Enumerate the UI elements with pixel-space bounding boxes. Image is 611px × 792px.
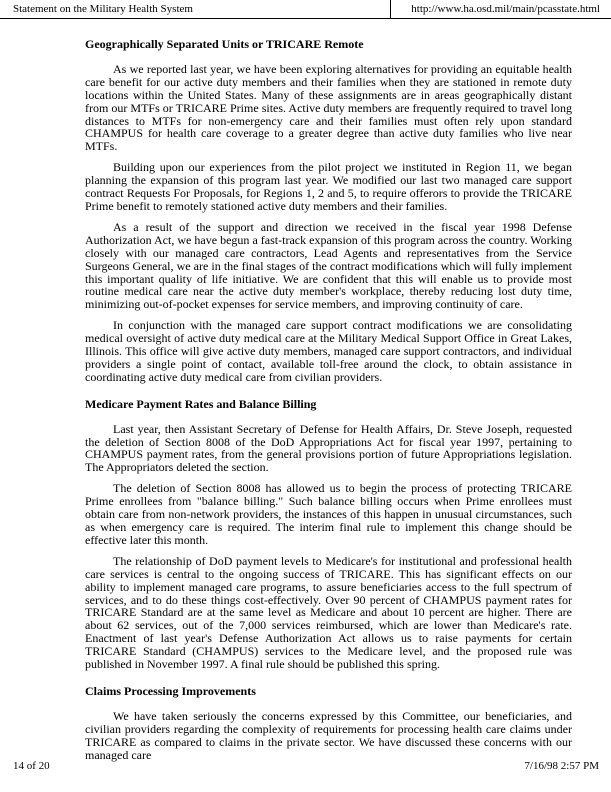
- paragraph: In conjunction with the managed care support contract modifications we are consolidating medical oversight of active duty medical care at the Military Medical Support Office in Great Lakes, Illinois. This office will give active duty members, managed care support contractors, and individual providers a single point of contact, available toll-free around the clock, to obtain assistance in coordinating active duty medical care from civilian providers.: [85, 318, 572, 384]
- section-heading-claims-processing: Claims Processing Improvements: [85, 683, 256, 698]
- document-body: [85, 38, 572, 770]
- paragraph: The relationship of DoD payment levels to Medicare's for institutional and professional health care services is central to the ongoing success of TRICARE. This has significant effects on our ability to implement managed care programs, to assure beneficiaries access to the full spectrum of services, and to do these things cost-effectively. Over 90 percent of CHAMPUS payment rates for TRICARE Standard are at the same level as Medicare and about 10 percent are higher. There are about 62 services, out of the 7,000 services reimbursed, which are lower than Medicare's rate. Enactment of last year's Defense Authorization Act allows us to raise payments for certain TRICARE Standard (CHAMPUS) services to the Medicare level, and the proposed rule was published in November 1997. A final rule should be published this spring.: [85, 553, 572, 672]
- paragraph: Building upon our experiences from the pilot project we instituted in Region 11, we began planning the expansion of this program last year. We modified our last two managed care support contract Requests For Proposals, for Regions 1, 2 and 5, to require offerors to provide the TRICARE Prime benefit to remotely stationed active duty members and their families.: [85, 160, 572, 213]
- section-heading-geographically-separated-units: Geographically Separated Units or TRICARE Remote: [85, 37, 364, 51]
- paragraph: As we reported last year, we have been exploring alternatives for providing an equitable health care benefit for our active duty members and their families when they are stationed in remote duty locations within the United States. Many of these assignments are in areas geographically distant from our MTFs or TRICARE Prime sites. Active duty members are frequently required to travel long distances to MTFs for non-emergency care and their families must often rely upon standard CHAMPUS for health care coverage to a greater degree than active duty families who live near MTFs.: [85, 61, 572, 154]
- section-heading-medicare-payment-rates: Medicare Payment Rates and Balance Billing: [85, 396, 317, 411]
- footer-datetime: 7/16/98 2:57 PM: [524, 760, 599, 772]
- paragraph: We have taken seriously the concerns expressed by this Committee, our beneficiaries, and civilian providers regarding the complexity of requirements for processing health care claims under TRICARE as compared to claims in the private sector. We have discussed these concerns with our managed care: [85, 708, 572, 762]
- header-title: Statement on the Military Health System: [13, 3, 193, 15]
- footer-page-number: 14 of 20: [13, 760, 50, 772]
- paragraph: As a result of the support and direction we received in the fiscal year 1998 Defense Authorization Act, we have begun a fast-track expansion of this program across the country. Working closely with our managed care contractors, Lead Agents and representatives from the Service Surgeons General, we are in the final stages of the contract modifications which will fully implement this important quality of life initiative. We are confident that this will enable us to provide most routine medical care near the active duty member's workplace, thereby reducing lost duty time, minimizing out-of-pocket expenses for service members, and improving continuity of care.: [85, 219, 572, 312]
- paragraph: The deletion of Section 8008 has allowed us to begin the process of protecting TRICARE Prime enrollees from "balance billing." Such balance billing occurs when Prime enrollees must obtain care from non-network providers, the instances of this happen in unusual circumstances, such as when emergency care is required. The interim final rule to implement this change should be effective later this month.: [85, 481, 572, 547]
- header-url: http://www.ha.osd.mil/main/pcasstate.html: [411, 3, 600, 15]
- paragraph: Last year, then Assistant Secretary of Defense for Health Affairs, Dr. Steve Joseph, requested the deletion of Section 8008 of the DoD Appropriations Act for fiscal year 1997, pertaining to CHAMPUS payment rates, from the general provisions portion of future Appropriations legislation. The Appropriators deleted the section.: [85, 421, 572, 475]
- page-header: [0, 0, 611, 19]
- header-divider: [390, 0, 391, 18]
